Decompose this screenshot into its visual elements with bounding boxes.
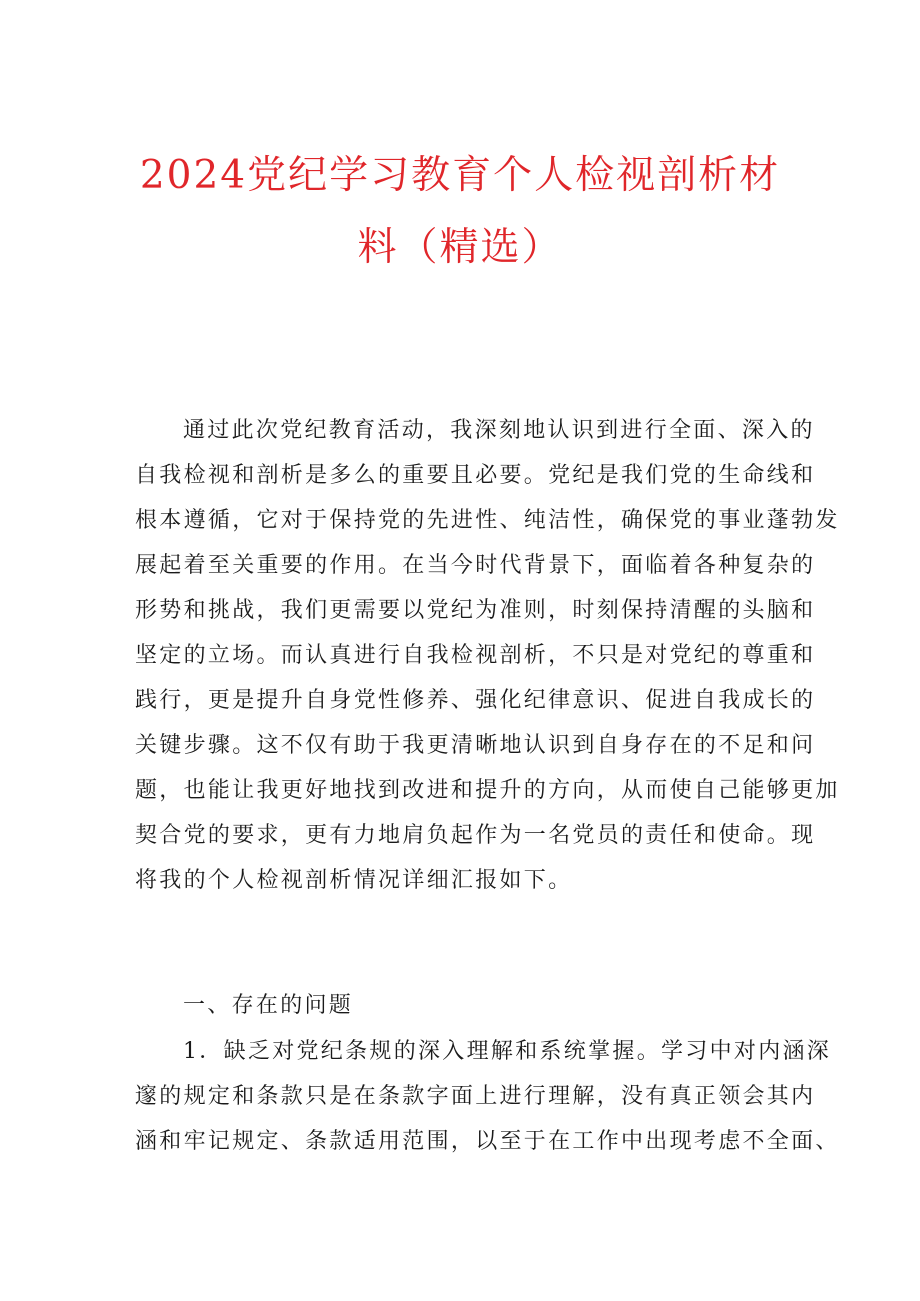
section-heading-text: 一、存在的问题 — [183, 993, 354, 1018]
paragraph-line: 1．缺乏对党纪条规的深入理解和系统掌握。学习中对内涵深 — [183, 1039, 832, 1064]
paragraph-line: 契合党的要求，更有力地肩负起作为一名党员的责任和使命。现 — [135, 823, 816, 848]
paragraph-line: 关键步骤。这不仅有助于我更清晰地认识到自身存在的不足和问 — [135, 733, 816, 758]
paragraph-line: 涵和牢记规定、条款适用范围，以至于在工作中出现考虑不全面、 — [135, 1129, 840, 1154]
document-title-line-2: 料（精选） — [357, 225, 563, 270]
section-heading — [135, 983, 795, 1028]
paragraph-line: 题，也能让我更好地找到改进和提升的方向，从而使自己能够更加 — [135, 778, 840, 803]
paragraph-line: 通过此次党纪教育活动，我深刻地认识到进行全面、深入的 — [183, 418, 815, 443]
list-item-1 — [135, 1029, 840, 1164]
paragraph-line: 根本遵循，它对于保持党的先进性、纯洁性，确保党的事业蓬勃发 — [135, 508, 840, 533]
paragraph-line: 自我检视和剖析是多么的重要且必要。党纪是我们党的生命线和 — [135, 463, 816, 488]
intro-paragraph — [135, 408, 840, 903]
paragraph-line: 将我的个人检视剖析情况详细汇报如下。 — [135, 868, 573, 893]
paragraph-line: 践行，更是提升自身党性修养、强化纪律意识、促进自我成长的 — [135, 688, 816, 713]
paragraph-line: 形势和挑战，我们更需要以党纪为准则，时刻保持清醒的头脑和 — [135, 598, 816, 623]
paragraph-line: 坚定的立场。而认真进行自我检视剖析，不只是对党纪的尊重和 — [135, 643, 816, 668]
document-title-line-1: 2024党纪学习教育个人检视剖析材 — [139, 153, 781, 198]
paragraph-line: 展起着至关重要的作用。在当今时代背景下，面临着各种复杂的 — [135, 553, 816, 578]
paragraph-line: 邃的规定和条款只是在条款字面上进行理解，没有真正领会其内 — [135, 1084, 816, 1109]
